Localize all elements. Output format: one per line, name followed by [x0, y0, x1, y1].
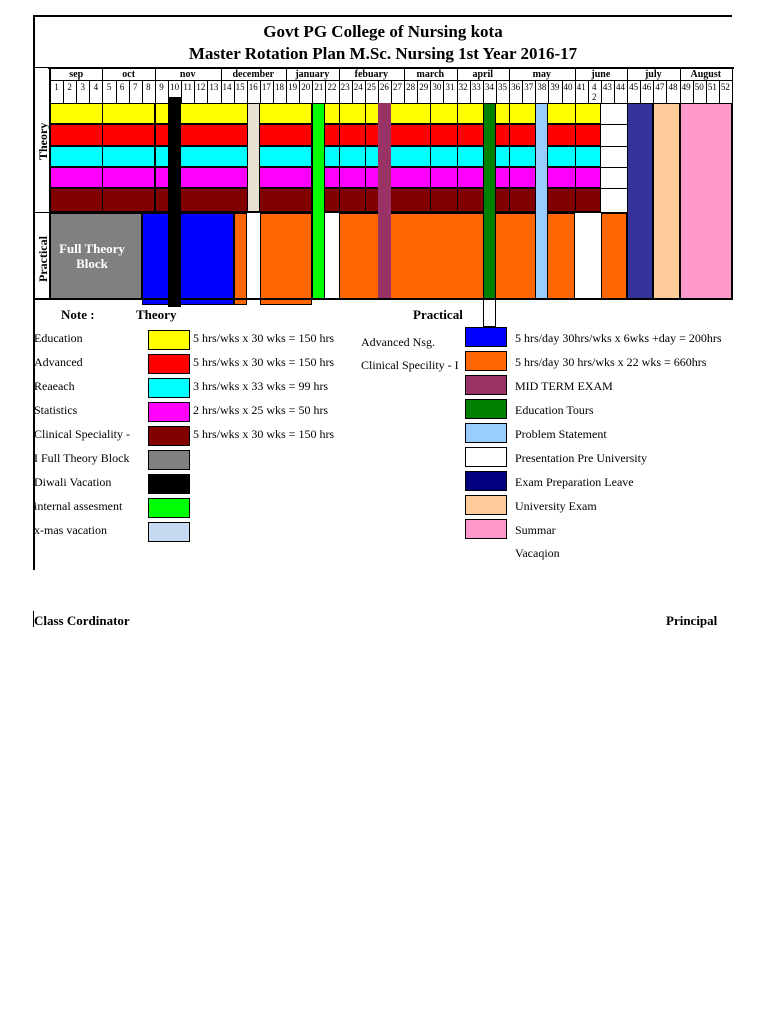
week-divider [286, 81, 287, 103]
practical-legend-desc: Summar [515, 523, 556, 537]
principal-label: Principal [666, 613, 718, 628]
week-divider [89, 81, 90, 103]
clinical-practical-block [234, 213, 247, 305]
theory-legend-swatch [148, 378, 190, 398]
week-number: 14 [222, 82, 232, 92]
week-number: 40 [563, 82, 573, 92]
week-divider [299, 81, 300, 103]
week-number: 38 [537, 82, 547, 92]
summer-vacation-column [680, 103, 732, 299]
problem-statement-column [535, 103, 548, 299]
week-number: 43 [602, 82, 612, 92]
theory-legend-swatch [148, 330, 190, 350]
theory-legend-label: Reaeach [34, 379, 75, 393]
practical-legend-swatch [465, 351, 507, 371]
week-number: 44 [616, 82, 625, 92]
week-number: 4 [93, 82, 99, 92]
week-divider [522, 81, 523, 103]
week-number: 24 [353, 82, 363, 92]
week-number: 47 [655, 82, 665, 92]
rotation-grid [0, 0, 768, 320]
week-number: 35 [497, 82, 507, 92]
month-label: oct [122, 69, 136, 80]
week-divider [181, 81, 182, 103]
week-divider [496, 81, 497, 103]
week-divider [155, 81, 156, 103]
practical-legend-desc: 5 hrs/day 30hrs/wks x 6wks +day = 200hrs [515, 331, 722, 345]
week-number: 9 [159, 82, 164, 92]
week-divider [50, 81, 51, 103]
practical-legend-swatch [465, 471, 507, 491]
week-number: 25 [366, 82, 376, 92]
theory-legend-swatch [148, 498, 190, 518]
education-tour-column [483, 103, 496, 299]
week-divider [719, 81, 720, 103]
practical-legend-swatch [465, 519, 507, 539]
summer-vacation-cont: Vacaqion [515, 546, 560, 560]
presentation-marker [483, 299, 496, 327]
theory-legend-label: I Full Theory Block [34, 451, 130, 465]
theory-side-label: Theory [36, 122, 50, 160]
practical-legend-swatch [465, 399, 507, 419]
week-divider [680, 81, 681, 103]
week-divider [325, 81, 326, 103]
week-number: 5 [106, 82, 112, 92]
theory-legend-label: Education [34, 331, 83, 345]
mid-term-exam-column [378, 103, 391, 299]
grid-bottom-line [34, 298, 732, 300]
week-divider [142, 81, 143, 103]
month-label: nov [179, 69, 196, 80]
week-divider [535, 81, 536, 103]
week-number: 26 [379, 82, 389, 92]
week-divider [102, 81, 103, 103]
grid-divider [339, 103, 340, 213]
practical-legend-desc: Problem Statement [515, 427, 607, 441]
practical-label-clinical: Clinical Specility - I [361, 358, 459, 372]
week-divider [666, 81, 667, 103]
week-divider [207, 81, 208, 103]
theory-practical-divider [34, 212, 50, 213]
month-label: August [690, 69, 722, 80]
week-number: 31 [445, 82, 455, 92]
practical-legend-swatch [465, 375, 507, 395]
practical-legend-desc: Education Tours [515, 403, 594, 417]
clinical-practical-block [260, 213, 312, 305]
week-number: 28 [406, 82, 416, 92]
clinical-practical-block [601, 213, 627, 299]
week-divider [588, 81, 589, 103]
week-divider [365, 81, 366, 103]
month-label: febuary [354, 69, 388, 80]
week-divider [116, 81, 117, 103]
week-number: 48 [668, 82, 678, 92]
week-divider [483, 81, 484, 103]
week-number: 29 [419, 82, 429, 92]
theory-legend-swatch [148, 474, 190, 494]
week-divider [76, 81, 77, 103]
week-number: 12 [196, 82, 206, 92]
week-number: 46 [642, 82, 652, 92]
week-number: 23 [340, 82, 350, 92]
legend-practical-heading: Practical [413, 307, 463, 322]
college-title: Govt PG College of Nursing kota [263, 22, 503, 41]
week-divider [404, 81, 405, 103]
grid-divider [155, 103, 156, 213]
week-divider [339, 81, 340, 103]
week-number: 21 [314, 82, 324, 92]
week-divider [273, 81, 274, 103]
week-number: 6 [119, 82, 125, 92]
side-col-top [34, 67, 50, 68]
week-number: 39 [550, 82, 560, 92]
diwali-vacation-column [168, 97, 181, 307]
week-divider [221, 81, 222, 103]
week-number: 18 [275, 82, 284, 92]
month-label: may [532, 69, 551, 80]
month-label: july [644, 69, 662, 80]
week-divider [247, 81, 248, 103]
theory-legend-swatch [148, 426, 190, 446]
week-divider [378, 81, 379, 103]
week-number: 52 [720, 82, 730, 92]
theory-legend-swatch [148, 402, 190, 422]
advanced-nsg-practical-block [142, 213, 234, 305]
week-number: 32 [458, 82, 468, 92]
theory-legend-swatch [148, 450, 190, 470]
week-divider [575, 81, 576, 103]
practical-side-label: Practical [36, 236, 50, 282]
week-number: 27 [393, 82, 403, 92]
week-number: 1 [54, 82, 59, 92]
theory-legend-label: Clinical Speciality - [34, 427, 130, 441]
week-number: 2 [67, 82, 72, 92]
grid-right-line [732, 67, 733, 300]
week-divider [693, 81, 694, 103]
legend-note: Note : [61, 307, 95, 322]
week-number: 10 [170, 82, 180, 92]
week-divider [430, 81, 431, 103]
theory-legend-label: internal assesment [34, 499, 123, 513]
week-number: 15 [235, 82, 245, 92]
month-label: january [295, 69, 330, 80]
week-number: 3 [80, 82, 86, 92]
week-divider [627, 81, 628, 103]
theory-legend-label: Advanced [34, 355, 83, 369]
theory-legend-desc: 2 hrs/wks x 25 wks = 50 hrs [193, 403, 329, 417]
practical-legend-desc: Exam Preparation Leave [515, 475, 634, 489]
week-divider [417, 81, 418, 103]
grid-divider [365, 103, 366, 213]
week-divider [548, 81, 549, 103]
week-divider [260, 81, 261, 103]
full-theory-block-label: Full Theory Block [59, 241, 125, 271]
month-label: sep [69, 69, 84, 80]
class-coordinator-label: Class Cordinator [34, 613, 130, 628]
theory-legend-label: Diwali Vacation [34, 475, 112, 489]
week-number: 16 [248, 82, 258, 92]
week-divider [194, 81, 195, 103]
week-divider [640, 81, 641, 103]
week-number: 8 [146, 82, 151, 92]
month-label: december [232, 69, 275, 80]
week-number: 51 [707, 82, 717, 92]
practical-legend-desc: University Exam [515, 499, 597, 513]
internal-assessment-column [312, 103, 325, 299]
month-label: march [416, 69, 445, 80]
xmas-week-column [247, 103, 260, 212]
week-number: 41 [576, 82, 586, 92]
theory-legend-desc: 5 hrs/wks x 30 wks = 150 hrs [193, 331, 335, 345]
week-divider [312, 81, 313, 103]
week-number: 11 [183, 82, 193, 92]
grid-divider [457, 103, 458, 213]
practical-label-advanced: Advanced Nsg. [361, 335, 435, 349]
week-divider [391, 81, 392, 103]
week-divider [562, 81, 563, 103]
week-number: 17 [261, 82, 271, 92]
practical-legend-swatch [465, 423, 507, 443]
week-number: 13 [209, 82, 219, 92]
grid-divider [575, 103, 576, 213]
week-number: 36 [511, 82, 521, 92]
week-divider [129, 81, 130, 103]
practical-legend-swatch [465, 495, 507, 515]
theory-legend-desc: 5 hrs/wks x 30 wks = 150 hrs [193, 427, 335, 441]
week-divider [614, 81, 615, 103]
theory-legend-label: Statistics [34, 403, 78, 417]
week-number: 45 [629, 82, 639, 92]
month-label: april [472, 69, 494, 80]
practical-legend-swatch [465, 327, 507, 347]
week-divider [706, 81, 707, 103]
week-number: 19 [288, 82, 298, 92]
practical-legend-desc: MID TERM EXAM [515, 379, 613, 393]
week-divider [234, 81, 235, 103]
week-number: 49 [681, 82, 691, 92]
week-divider [509, 81, 510, 103]
week-divider [457, 81, 458, 103]
week-divider [653, 81, 654, 103]
grid-divider [430, 103, 431, 213]
theory-legend-desc: 3 hrs/wks x 33 wks = 99 hrs [193, 379, 329, 393]
university-exam-column [653, 103, 679, 299]
theory-legend-swatch [148, 354, 190, 374]
week-number: 22 [327, 82, 337, 92]
practical-legend-swatch [465, 447, 507, 467]
week-number: 34 [484, 82, 494, 92]
week-number: 20 [301, 82, 311, 92]
week-divider [63, 81, 64, 103]
theory-legend-desc: 5 hrs/wks x 30 wks = 150 hrs [193, 355, 335, 369]
month-label: june [591, 69, 611, 80]
week-number: 37 [524, 82, 534, 92]
legend-theory-heading: Theory [136, 307, 177, 322]
week-divider [352, 81, 353, 103]
theory-legend-label: x-mas vacation [34, 523, 107, 537]
week-number: 30 [432, 82, 442, 92]
week-divider [470, 81, 471, 103]
grid-divider [509, 103, 510, 213]
practical-legend-desc: 5 hrs/day 30 hrs/wks x 22 wks = 660hrs [515, 355, 707, 369]
week-divider [601, 81, 602, 103]
week-number: 50 [694, 82, 704, 92]
exam-preparation-leave-column [627, 103, 653, 299]
week-number: 4 2 [592, 82, 597, 102]
practical-legend-desc: Presentation Pre University [515, 451, 647, 465]
grid-divider [102, 103, 103, 213]
week-number: 33 [471, 82, 481, 92]
week-divider [443, 81, 444, 103]
plan-title: Master Rotation Plan M.Sc. Nursing 1st Year 2016-17 [188, 44, 578, 63]
week-number: 7 [132, 82, 138, 92]
theory-legend-swatch [148, 522, 190, 542]
